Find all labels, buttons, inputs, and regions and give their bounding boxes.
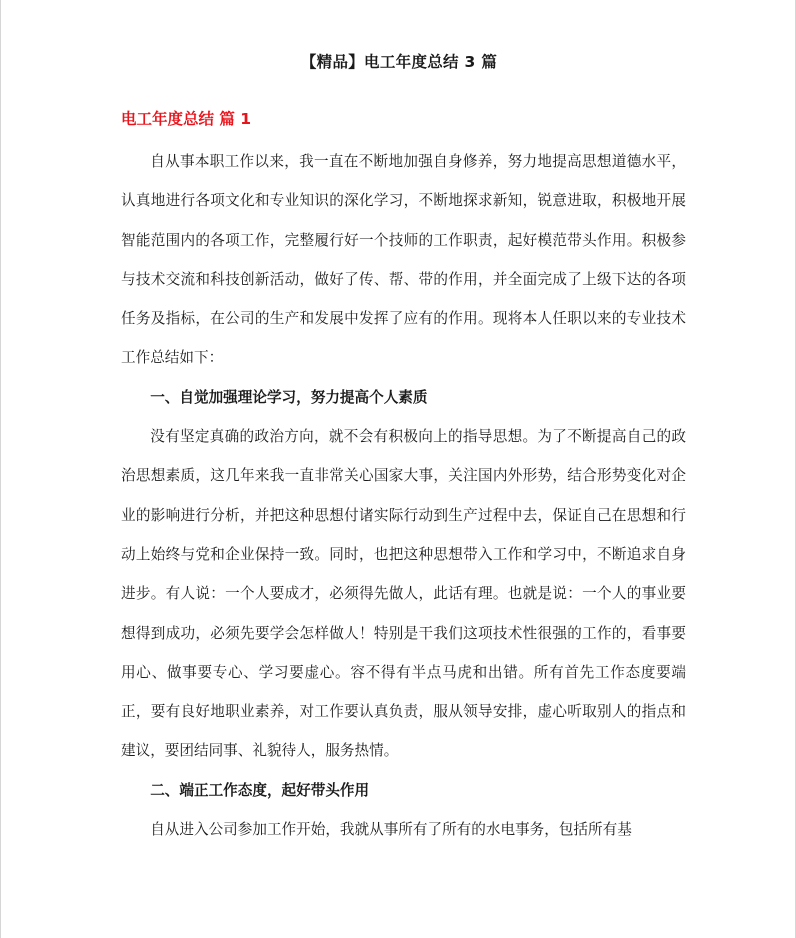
body-paragraph: 没有坚定真确的政治方向，就不会有积极向上的指导思想。为了不断提高自己的政治思想素质，这几年来我一直非常关心国家大事，关注国内外形势，结合形势变化对企业的影响进行分析，并把这种思想付诸实际行动到生产过程中去，保证自己在思想和行动上始终与党和企业保持一致。同时，也把这种思想带入工作和学习中，不断追求自身进步。有人说：一个人要成才，必须得先做人，此话有理。也就是说：一个人的事业要想得到成功，必须先要学会怎样做人！特别是干我们这项技术性很强的工作的，看事要用心、做事要专心、学习要虚心。容不得有半点马虎和出错。所有首先工作态度要端正，要有良好地职业素养，对工作要认真负责，服从领导安排，虚心听取别人的指点和建议，要团结同事、礼貌待人，服务热情。 xyxy=(121,428,686,760)
section-title: 电工年度总结 篇 1 xyxy=(121,110,252,128)
document-body xyxy=(121,142,686,849)
body-paragraph: 自从事本职工作以来，我一直在不断地加强自身修养，努力地提高思想道德水平，认真地进行各项文化和专业知识的深化学习，不断地探求新知，锐意进取，积极地开展智能范围内的各项工作，完整履行好一个技师的工作职责，起好模范带头作用。积极参与技术交流和科技创新活动，做好了传、帮、带的作用，并全面完成了上级下达的各项任务及指标，在公司的生产和发展中发挥了应有的作用。现将本人任职以来的专业技术工作总结如下： xyxy=(121,153,686,367)
section-heading: 二、端正工作态度，起好带头作用 xyxy=(150,781,370,799)
document-title: 【精品】电工年度总结 3 篇 xyxy=(300,53,498,71)
body-paragraph: 自从进入公司参加工作开始，我就从事所有了所有的水电事务，包括所有基 xyxy=(150,821,632,839)
section-heading: 一、自觉加强理论学习，努力提高个人素质 xyxy=(150,388,428,406)
